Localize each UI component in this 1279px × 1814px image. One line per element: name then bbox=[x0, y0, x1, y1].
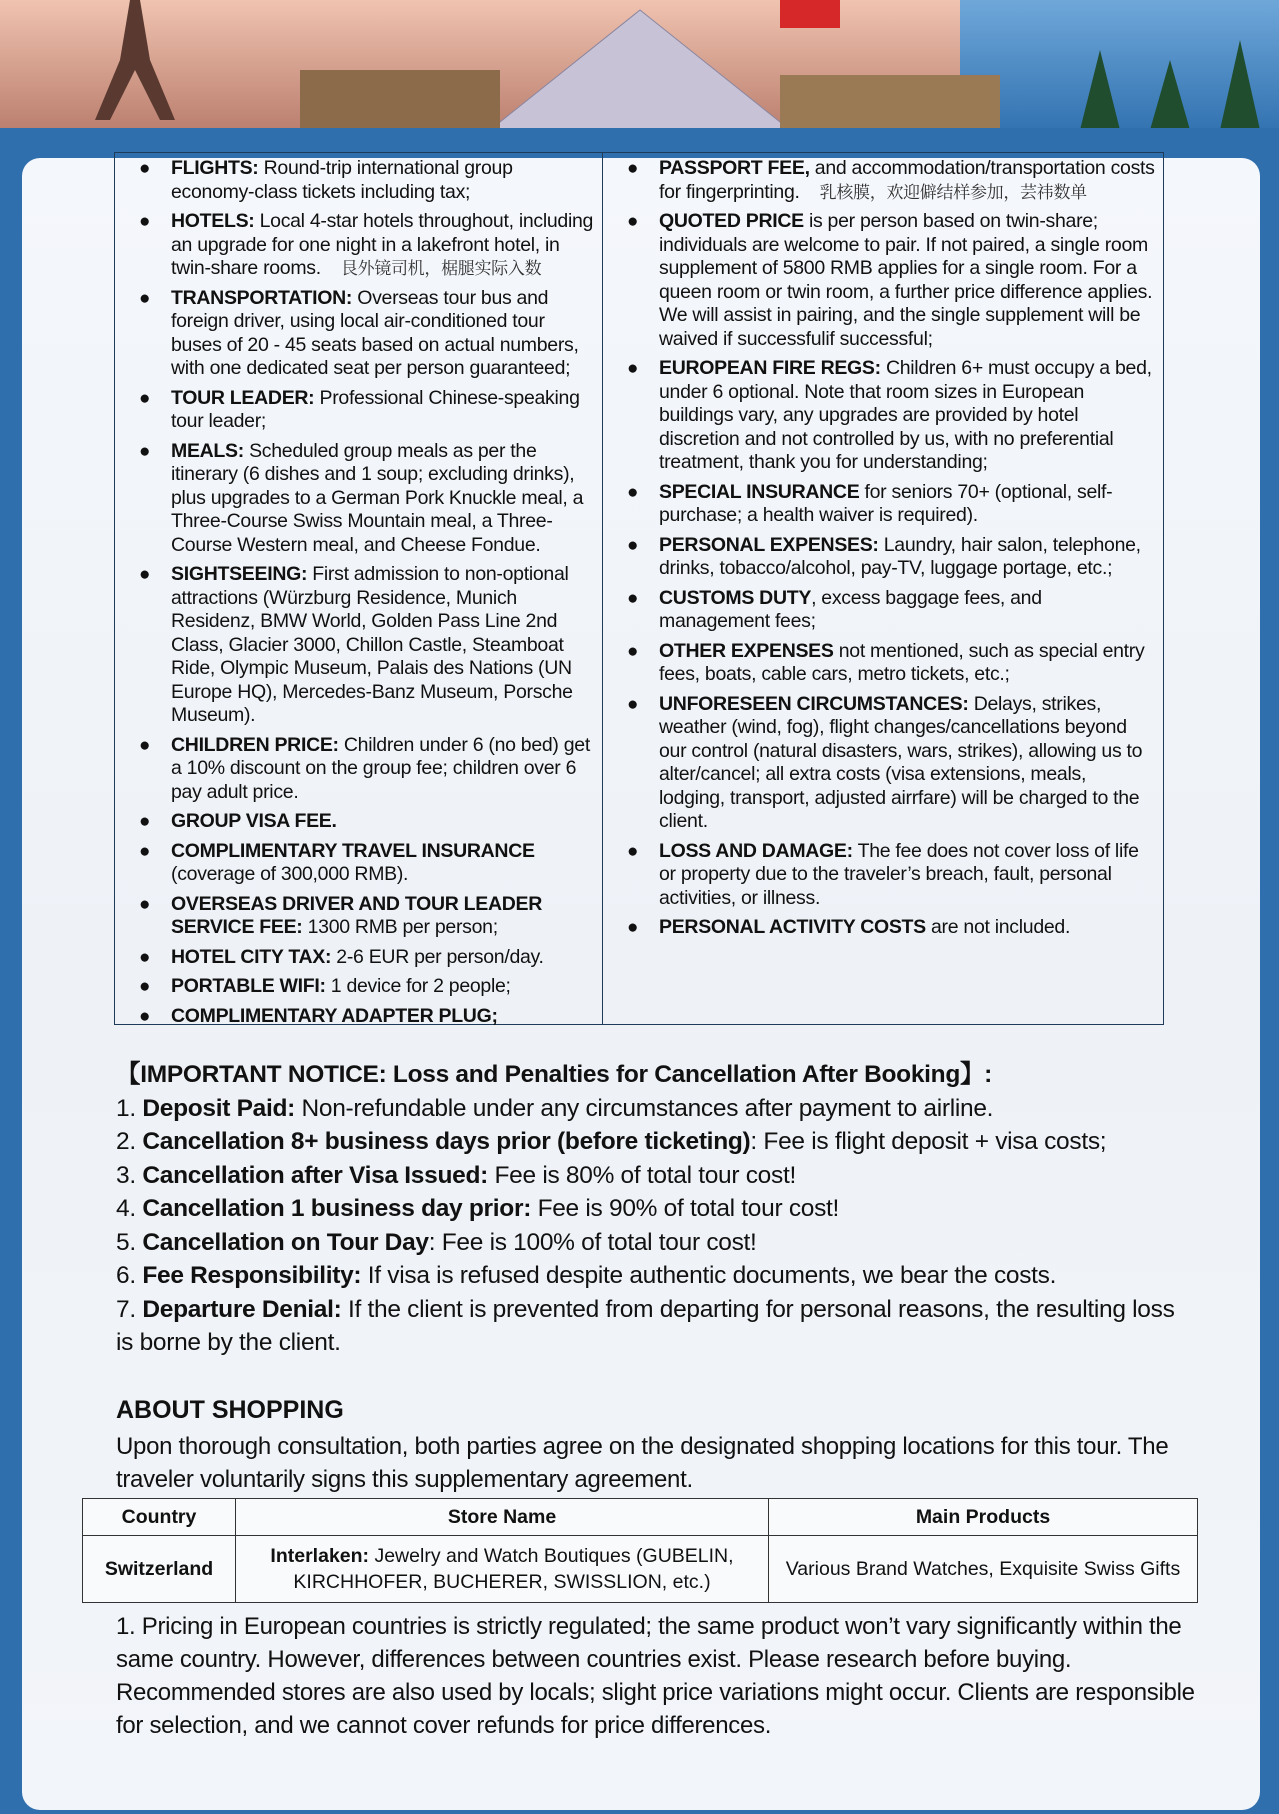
item-text: is per person based on twin-share; individuals are welcome to pair. If not paired, a single room supplement of 5800 RMB applies for a single room. For a queen room or twin room, a further price difference applies. We will assist in pairing, and the single supplement will be waived if successfulif successful; bbox=[659, 210, 1153, 350]
bullet-icon: ● bbox=[139, 387, 151, 409]
notice-label: Cancellation 1 business day prior: bbox=[142, 1195, 532, 1222]
excluded-item bbox=[615, 693, 1157, 834]
shopping-footer-note: 1. Pricing in European countries is strictly regulated; the same product won’t vary significantly within the same country. However, differences between countries exist. Please research before buying. Recommended stores are also used by locals; slight price variations might occur. Clients are responsible for selection, and we cannot cover refunds for price differences. bbox=[116, 1613, 1195, 1739]
item-label: QUOTED PRICE bbox=[659, 210, 804, 232]
item-label: CHILDREN PRICE: bbox=[171, 733, 339, 756]
bullet-icon: ● bbox=[139, 893, 151, 915]
item-text: 2-6 EUR per person/day. bbox=[331, 945, 544, 968]
included-item bbox=[127, 387, 596, 434]
excluded-item bbox=[615, 840, 1157, 911]
bullet-icon: ● bbox=[139, 734, 151, 756]
item-label: COMPLIMENTARY ADAPTER PLUG; bbox=[171, 1004, 498, 1027]
item-label: LOSS AND DAMAGE: bbox=[659, 839, 853, 862]
bullet-icon: ● bbox=[627, 587, 639, 609]
bullet-icon: ● bbox=[139, 564, 151, 585]
notice-label: Fee Responsibility: bbox=[142, 1262, 362, 1289]
table-header-row bbox=[83, 1499, 1198, 1536]
item-label: FLIGHTS: bbox=[171, 157, 259, 179]
bullet-icon: ● bbox=[139, 287, 151, 309]
notice-item bbox=[116, 1293, 1196, 1360]
excluded-item bbox=[615, 587, 1157, 634]
notice-item bbox=[116, 1159, 1196, 1193]
item-text: Delays, strikes, weather (wind, fog), flight changes/cancellations beyond our control (natural disasters, wars, strikes), allowing us to alter/cancel; all extra costs (visa extensions, meals, lodging, transport, adjusted airrfare) will be charged to the client. bbox=[659, 692, 1143, 832]
cell-country: Switzerland bbox=[83, 1536, 236, 1603]
item-label: OVERSEAS DRIVER AND TOUR LEADER SERVICE FEE: bbox=[171, 892, 542, 938]
item-label: PORTABLE WIFI: bbox=[171, 975, 326, 997]
notice-number: 7. bbox=[116, 1295, 143, 1323]
bullet-icon: ● bbox=[627, 211, 639, 232]
notice-label: Cancellation 8+ business days prior (before ticketing) bbox=[142, 1128, 751, 1155]
shopping-table bbox=[82, 1498, 1198, 1603]
item-label: SIGHTSEEING: bbox=[171, 563, 308, 585]
header-banner bbox=[0, 0, 1279, 140]
item-text: are not included. bbox=[925, 916, 1071, 938]
item-label: EUROPEAN FIRE REGS: bbox=[659, 357, 881, 379]
item-label: HOTELS: bbox=[171, 210, 255, 232]
notice-text: Non-refundable under any circumstances after payment to airline. bbox=[295, 1094, 994, 1122]
notice-label: Cancellation after Visa Issued: bbox=[142, 1161, 488, 1189]
notice-item bbox=[116, 1092, 1196, 1126]
notice-heading: 【IMPORTANT NOTICE: Loss and Penalties for Cancellation After Booking】: bbox=[116, 1061, 993, 1088]
item-text: Children 6+ must occupy a bed, under 6 optional. Note that room sizes in European buildings vary, any upgrades are provided by hotel discretion and not controlled by us, with no preferential treatment, thank you for understanding; bbox=[659, 357, 1152, 473]
item-chinese-note: 乳核膜，欢迎僻结样参加，芸祎数单 bbox=[819, 182, 1087, 202]
bullet-icon: ● bbox=[627, 358, 639, 379]
included-item bbox=[127, 287, 596, 381]
banner-illustration bbox=[0, 0, 1279, 140]
item-text: and accommodation/transportation costs for fingerprinting. bbox=[659, 157, 1155, 203]
header-country: Country bbox=[83, 1499, 236, 1536]
item-text: Laundry, hair salon, telephone, drinks, tobacco/alcohol, pay-TV, luggage portage, etc.; bbox=[659, 533, 1141, 579]
notice-number: 3. bbox=[116, 1161, 143, 1189]
notice-number: 2. bbox=[116, 1128, 143, 1155]
notice-number: 5. bbox=[116, 1228, 143, 1256]
notice-text: If visa is refused despite authentic documents, we bear the costs. bbox=[361, 1262, 1057, 1289]
item-text: Overseas tour bus and foreign driver, using local air-conditioned tour buses of 20 - 45 seats based on actual numbers, with one dedicated seat per person guaranteed; bbox=[171, 286, 579, 379]
item-label: PASSPORT FEE, bbox=[659, 157, 810, 179]
bullet-icon: ● bbox=[139, 946, 151, 968]
header-store-name: Store Name bbox=[236, 1499, 769, 1536]
notice-text: : Fee is 100% of total tour cost! bbox=[428, 1228, 757, 1256]
notice-item bbox=[116, 1125, 1196, 1159]
table-row bbox=[83, 1536, 1198, 1603]
included-item bbox=[127, 440, 596, 558]
item-text: Children under 6 (no bed) get a 10% discount on the group fee; children over 6 pay adult price. bbox=[171, 733, 590, 803]
notice-list bbox=[116, 1092, 1196, 1360]
notice-label: Cancellation on Tour Day bbox=[142, 1228, 429, 1256]
included-column bbox=[115, 153, 603, 1027]
item-label: PERSONAL ACTIVITY COSTS bbox=[659, 916, 926, 938]
bullet-icon: ● bbox=[627, 481, 639, 503]
item-text: , excess baggage fees, and management fees; bbox=[659, 586, 1042, 632]
shopping-title: ABOUT SHOPPING bbox=[116, 1396, 344, 1424]
notice-item bbox=[116, 1226, 1196, 1260]
bullet-icon: ● bbox=[139, 211, 151, 232]
item-text: (coverage of 300,000 RMB). bbox=[171, 863, 409, 885]
included-item bbox=[127, 1005, 596, 1029]
notice-item bbox=[116, 1259, 1196, 1293]
store-label: Interlaken: bbox=[270, 1545, 370, 1567]
item-label: TOUR LEADER: bbox=[171, 386, 315, 409]
item-text: Professional Chinese-speaking tour leader; bbox=[171, 386, 580, 432]
item-label: CUSTOMS DUTY bbox=[659, 586, 812, 609]
item-text: Scheduled group meals as per the itinerary (6 dishes and 1 soup; excluding drinks), plus upgrades to a German Pork Knuckle meal, a Three-Course Swiss Mountain meal, a Three-Course Western meal, and Cheese Fondue. bbox=[171, 439, 584, 556]
bullet-icon: ● bbox=[139, 158, 151, 179]
included-item bbox=[127, 563, 596, 728]
header-main-products: Main Products bbox=[769, 1499, 1198, 1536]
notice-text: Fee is 80% of total tour cost! bbox=[487, 1161, 796, 1189]
item-label: TRANSPORTATION: bbox=[171, 286, 353, 309]
notice-text: If the client is prevented from departing for personal reasons, the resulting loss is borne by the client. bbox=[116, 1295, 1175, 1356]
item-label: PERSONAL EXPENSES: bbox=[659, 533, 879, 556]
notice-label: Deposit Paid: bbox=[142, 1094, 295, 1122]
included-item bbox=[127, 210, 596, 281]
notice-item bbox=[116, 1192, 1196, 1226]
store-text: Jewelry and Watch Boutiques (GUBELIN, KIRCHHOFER, BUCHERER, SWISSLION, etc.) bbox=[293, 1545, 734, 1593]
item-text: First admission to non-optional attractions (Würzburg Residence, Munich Residenz, BMW World, Golden Pass Line 2nd Class, Glacier 3000, Chillon Castle, Steamboat Ride, Olympic Museum, Palais des Nations (UN Europe HQ), Mercedes-Banz Museum, Porsche Museum). bbox=[171, 563, 573, 726]
item-label: UNFORESEEN CIRCUMSTANCES: bbox=[659, 692, 969, 715]
excluded-column bbox=[603, 153, 1163, 1024]
bullet-icon: ● bbox=[139, 840, 151, 862]
cell-main-products: Various Brand Watches, Exquisite Swiss Gifts bbox=[769, 1536, 1198, 1603]
item-text: Local 4-star hotels throughout, including an upgrade for one night in a lakefront hotel, in twin-share rooms. bbox=[171, 210, 594, 279]
bullet-icon: ● bbox=[139, 440, 151, 462]
item-label: COMPLIMENTARY TRAVEL INSURANCE bbox=[171, 839, 535, 862]
bullet-icon: ● bbox=[139, 811, 151, 832]
notice-number: 4. bbox=[116, 1195, 143, 1222]
important-notice bbox=[116, 1058, 1196, 1360]
bullet-icon: ● bbox=[627, 917, 639, 938]
included-item bbox=[127, 975, 596, 999]
item-label: MEALS: bbox=[171, 439, 244, 462]
bullet-icon: ● bbox=[627, 840, 639, 862]
excluded-item bbox=[615, 210, 1157, 351]
item-text: 1 device for 2 people; bbox=[325, 975, 511, 997]
item-label: OTHER EXPENSES bbox=[659, 639, 834, 662]
item-chinese-note: 艮外镜司机，椐腿实际入数 bbox=[340, 259, 542, 278]
bullet-icon: ● bbox=[627, 158, 639, 179]
item-text: for seniors 70+ (optional, self-purchase; a health waiver is required). bbox=[659, 480, 1113, 526]
notice-text: : Fee is flight deposit + visa costs; bbox=[750, 1128, 1107, 1155]
item-text: not mentioned, such as special entry fees, boats, cable cars, metro tickets, etc.; bbox=[659, 639, 1145, 685]
item-label: HOTEL CITY TAX: bbox=[171, 945, 332, 968]
item-text: Round-trip international group economy-class tickets including tax; bbox=[171, 157, 513, 203]
shopping-intro: Upon thorough consultation, both parties agree on the designated shopping locations for this tour. The traveler voluntarily signs this supplementary agreement. bbox=[116, 1433, 1169, 1493]
included-item bbox=[127, 810, 596, 834]
excluded-item bbox=[615, 481, 1157, 528]
bullet-icon: ● bbox=[627, 693, 639, 715]
excluded-item bbox=[615, 357, 1157, 475]
cell-store-name bbox=[236, 1536, 769, 1603]
bullet-icon: ● bbox=[139, 1005, 151, 1027]
bullet-icon: ● bbox=[627, 534, 639, 556]
item-label: GROUP VISA FEE. bbox=[171, 810, 337, 832]
swiss-flag-icon bbox=[780, 0, 840, 28]
included-item bbox=[127, 734, 596, 805]
bullet-icon: ● bbox=[627, 640, 639, 662]
included-item bbox=[127, 840, 596, 887]
notice-label: Departure Denial: bbox=[142, 1295, 342, 1323]
included-item bbox=[127, 893, 596, 940]
inclusions-exclusions-table bbox=[114, 152, 1164, 1025]
excluded-item bbox=[615, 640, 1157, 687]
item-label: SPECIAL INSURANCE bbox=[659, 480, 860, 503]
excluded-item bbox=[615, 534, 1157, 581]
notice-number: 1. bbox=[116, 1094, 143, 1122]
item-text: The fee does not cover loss of life or property due to the traveler’s breach, fault, personal activities, or illness. bbox=[659, 839, 1139, 909]
included-item bbox=[127, 157, 596, 204]
bullet-icon: ● bbox=[139, 976, 151, 997]
excluded-item bbox=[615, 916, 1157, 940]
excluded-item bbox=[615, 157, 1157, 204]
notice-text: Fee is 90% of total tour cost! bbox=[531, 1195, 840, 1222]
item-text: 1300 RMB per person; bbox=[302, 916, 498, 938]
notice-number: 6. bbox=[116, 1262, 143, 1289]
included-item bbox=[127, 946, 596, 970]
